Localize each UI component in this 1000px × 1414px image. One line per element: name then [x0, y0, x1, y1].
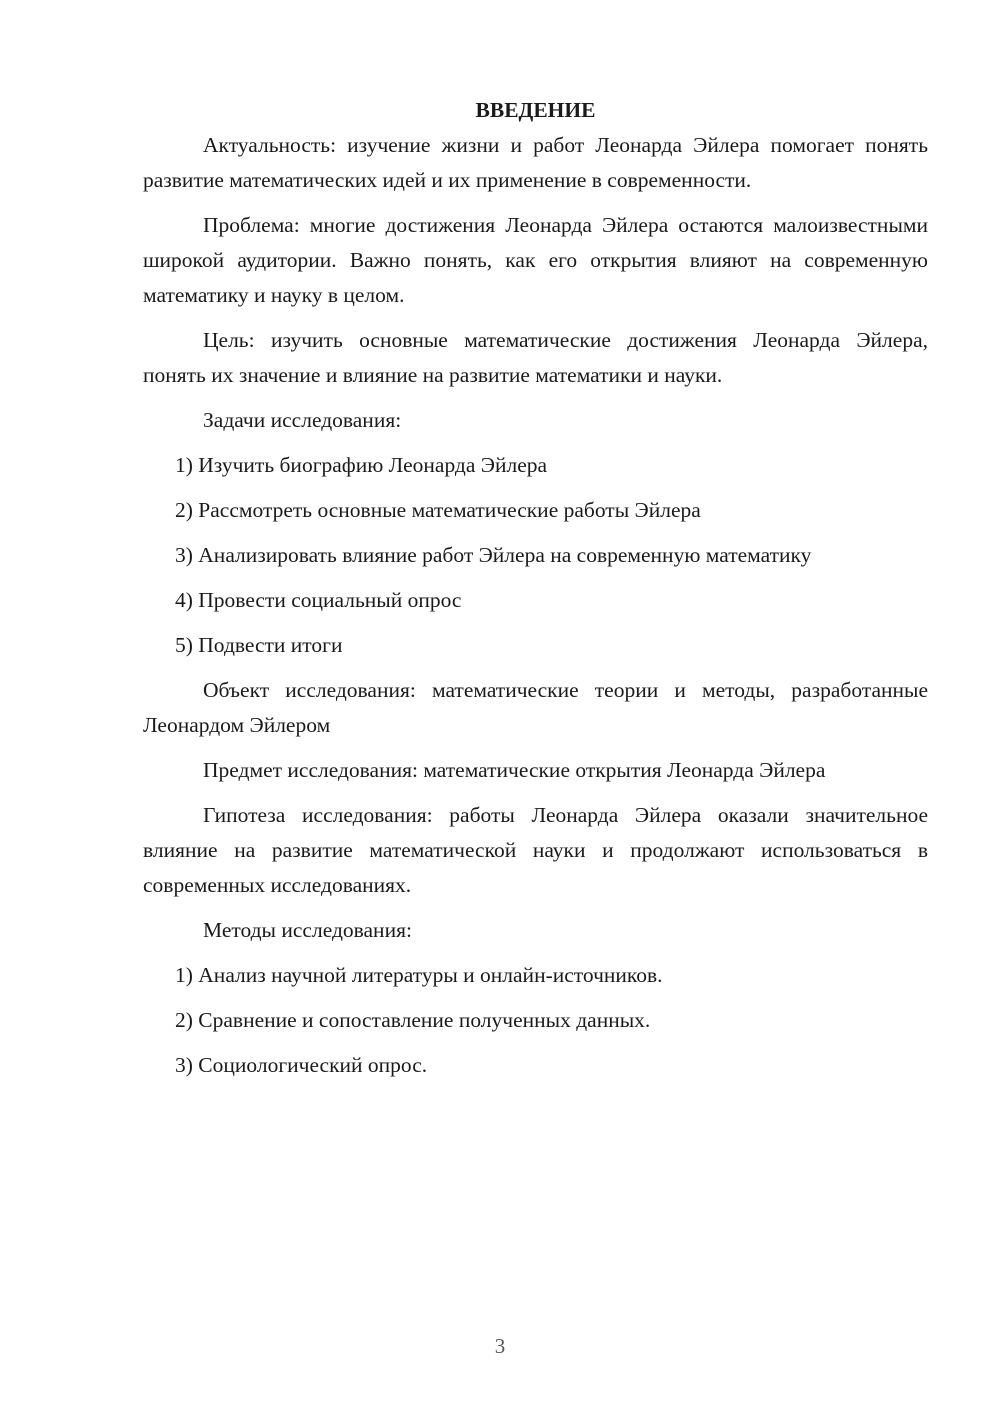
paragraph-hypothesis: Гипотеза исследования: работы Леонарда Эйлера оказали значительное влияние на развитие математической науки и продолжают использоваться в современных исследованиях. — [143, 803, 928, 897]
list-item: 4) Провести социальный опрос — [175, 588, 462, 612]
list-item: 1) Анализ научной литературы и онлайн-источников. — [175, 963, 663, 987]
list-item: 5) Подвести итоги — [175, 633, 343, 657]
paragraph-goal: Цель: изучить основные математические достижения Леонарда Эйлера, понять их значение и влияние на развитие математики и науки. — [143, 328, 928, 387]
paragraph-subject: Предмет исследования: математические открытия Леонарда Эйлера — [203, 758, 826, 782]
methods-heading: Методы исследования: — [203, 918, 412, 942]
paragraph-object: Объект исследования: математические теории и методы, разработанные Леонардом Эйлером — [143, 678, 928, 737]
paragraph-relevance: Актуальность: изучение жизни и работ Леонарда Эйлера помогает понять развитие математических идей и их применение в современности. — [143, 133, 928, 192]
section-title: ВВЕДЕНИЕ — [475, 98, 596, 122]
list-item: 2) Сравнение и сопоставление полученных данных. — [175, 1008, 651, 1032]
list-item: 3) Социологический опрос. — [175, 1053, 428, 1077]
tasks-heading: Задачи исследования: — [203, 408, 402, 432]
paragraph-problem: Проблема: многие достижения Леонарда Эйлера остаются малоизвестными широкой аудитории. Важно понять, как его открытия влияют на современную математику и науку в целом. — [143, 213, 928, 307]
methods-list — [143, 958, 928, 1083]
page-number: 3 — [494, 1334, 506, 1358]
document-page — [143, 93, 928, 1093]
tasks-list — [143, 448, 928, 663]
list-item: 3) Анализировать влияние работ Эйлера на современную математику — [175, 543, 812, 567]
list-item: 1) Изучить биографию Леонарда Эйлера — [175, 453, 548, 477]
list-item: 2) Рассмотреть основные математические работы Эйлера — [175, 498, 701, 522]
